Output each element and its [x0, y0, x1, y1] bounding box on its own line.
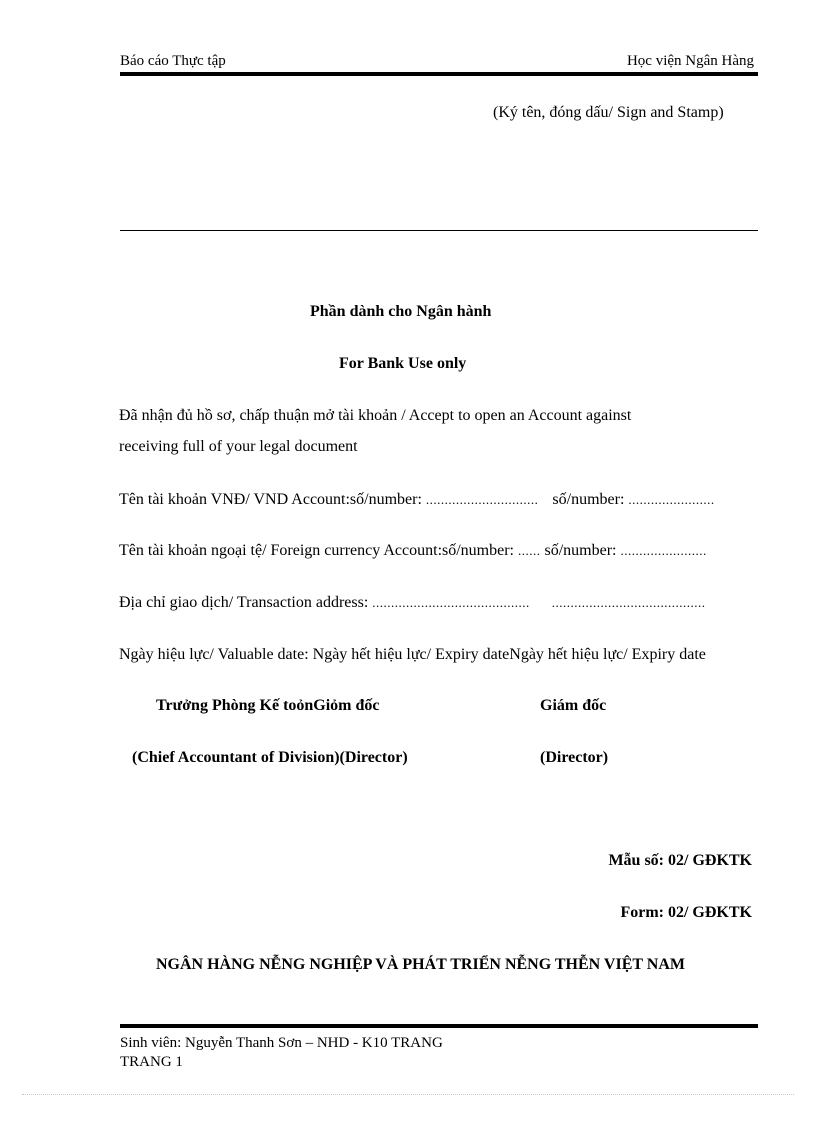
footer-rule — [120, 1024, 758, 1028]
foreign-account-line — [119, 542, 707, 560]
sign-left-subtitle: (Chief Accountant of Division)(Director) — [132, 749, 408, 766]
address-label: Địa chỉ giao dịch/ Transaction address: — [119, 594, 369, 611]
bank-section-title-vi: Phần dành cho Ngân hành — [310, 303, 492, 320]
form-number-vi: Mẫu số: 02/ GĐKTK — [608, 852, 752, 869]
vnd-account-dots-2: ....................... — [628, 492, 715, 507]
signature-note: (Ký tên, đóng dấu/ Sign and Stamp) — [493, 104, 724, 121]
header-rule — [120, 72, 758, 76]
vnd-account-line — [119, 491, 715, 509]
page-break-line — [22, 1094, 794, 1095]
address-dots-1: .......................................... — [372, 595, 530, 610]
vnd-account-label: Tên tài khoản VNĐ/ VND Account:số/number: — [119, 491, 422, 508]
accept-line-1: Đã nhận đủ hồ sơ, chấp thuận mở tài khoản / Accept to open an Account against — [119, 407, 632, 424]
address-line — [119, 594, 706, 612]
separator-line — [120, 230, 758, 231]
sign-left-title: Trưởng Phòng Kế toỏnGiỏm đốc — [156, 697, 380, 714]
sign-right-subtitle: (Director) — [540, 749, 609, 766]
footer-line-2: TRANG 1 — [120, 1054, 183, 1070]
bank-section-title-en: For Bank Use only — [339, 355, 467, 372]
bank-name: NGÂN HÀNG NỄNG NGHIỆP VÀ PHÁT TRIỂN NỄNG THỄN VIỆT NAM — [156, 956, 685, 973]
foreign-account-label: Tên tài khoản ngoại tệ/ Foreign currency Account:số/number: — [119, 542, 514, 559]
foreign-account-label-2: số/number: — [544, 542, 617, 559]
foreign-account-dots-1: ...... — [518, 543, 541, 558]
form-number-en: Form: 02/ GĐKTK — [620, 904, 752, 921]
vnd-account-label-2: số/number: — [552, 491, 625, 508]
date-line: Ngày hiệu lực/ Valuable date: Ngày hết hiệu lực/ Expiry dateNgày hết hiệu lực/ Expiry date — [119, 646, 706, 663]
header-right: Học viện Ngân Hàng — [626, 53, 754, 69]
header-left: Báo cáo Thực tập — [120, 53, 226, 69]
accept-line-2: receiving full of your legal document — [119, 438, 358, 455]
sign-right-title: Giám đốc — [540, 697, 607, 714]
address-dots-2: ......................................... — [551, 595, 706, 610]
foreign-account-dots-2: ....................... — [620, 543, 707, 558]
footer-line-1: Sinh viên: Nguyễn Thanh Sơn – NHD - K10 TRANG — [120, 1035, 443, 1051]
vnd-account-dots-1: .............................. — [425, 492, 539, 507]
